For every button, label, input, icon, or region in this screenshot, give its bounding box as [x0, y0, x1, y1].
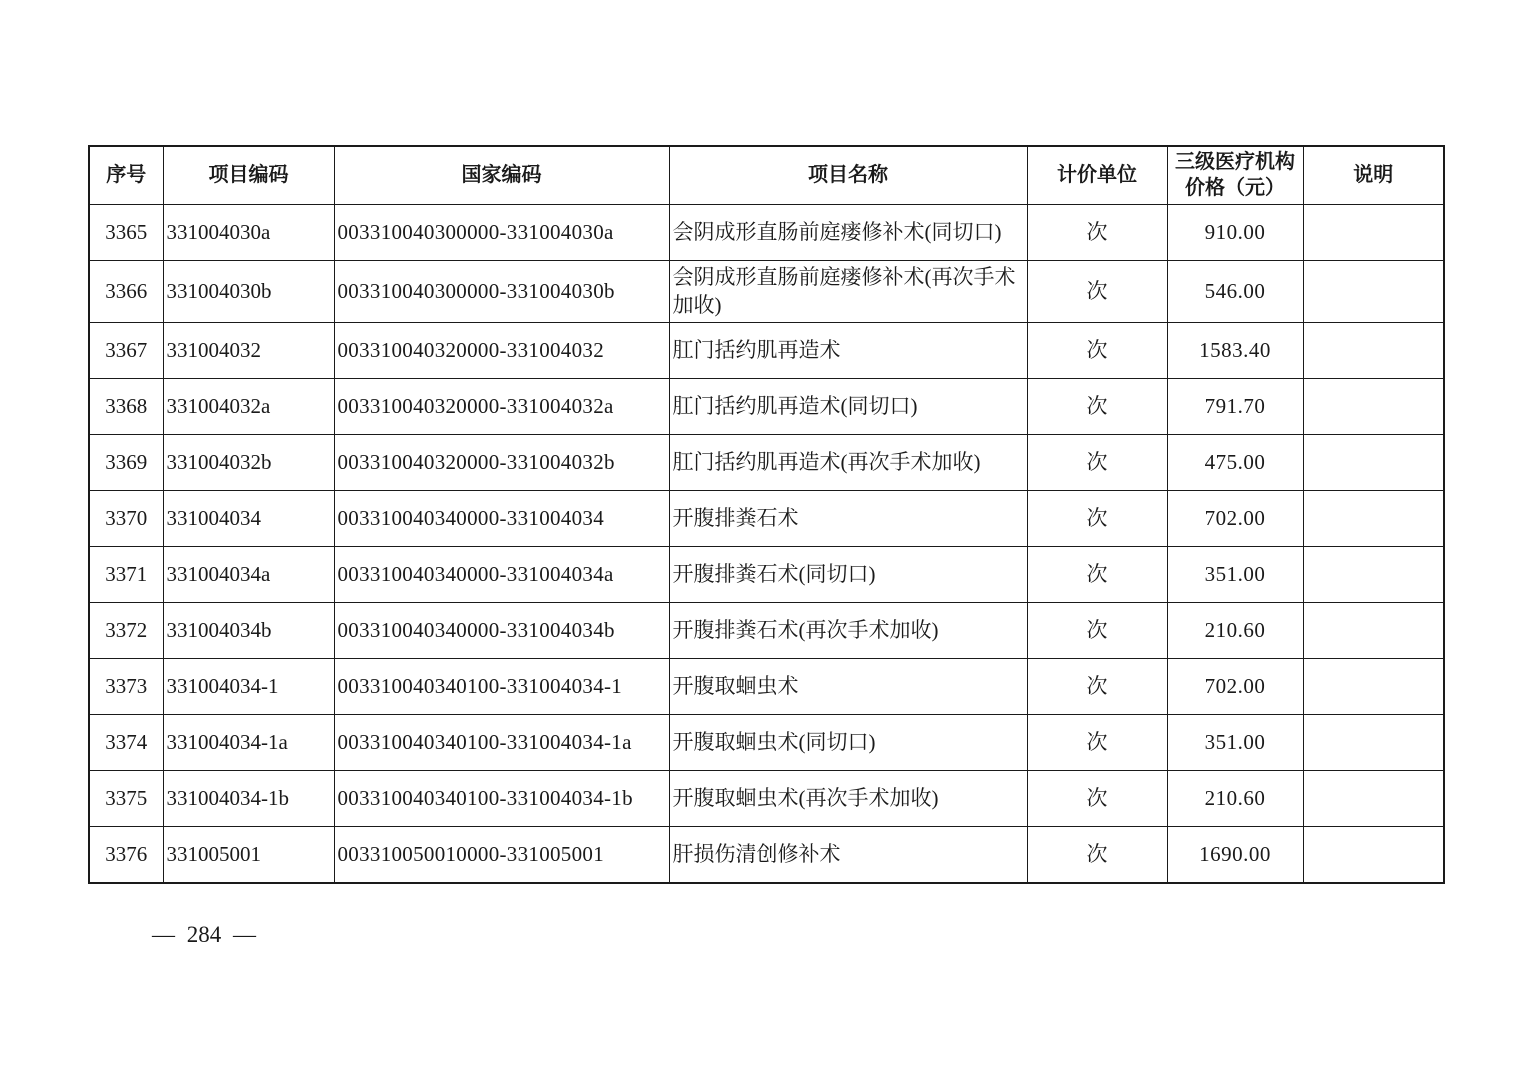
cell-tier3-price: 702.00	[1167, 491, 1303, 547]
cell-pricing-unit: 次	[1027, 491, 1167, 547]
cell-tier3-price: 210.60	[1167, 771, 1303, 827]
cell-serial: 3367	[89, 323, 163, 379]
cell-serial: 3371	[89, 547, 163, 603]
column-header-project-code: 项目编码	[163, 146, 334, 204]
cell-serial: 3374	[89, 715, 163, 771]
cell-project-code: 331004030a	[163, 204, 334, 260]
column-header-item-name: 项目名称	[669, 146, 1027, 204]
table-row	[89, 260, 1444, 323]
cell-project-code: 331004034	[163, 491, 334, 547]
cell-national-code: 003310040300000-331004030a	[334, 204, 669, 260]
cell-item-name: 开腹取蛔虫术(再次手术加收)	[669, 771, 1027, 827]
cell-tier3-price: 1583.40	[1167, 323, 1303, 379]
cell-serial: 3365	[89, 204, 163, 260]
table-row	[89, 827, 1444, 883]
cell-national-code: 003310040340100-331004034-1b	[334, 771, 669, 827]
cell-note	[1303, 659, 1444, 715]
cell-item-name: 肝损伤清创修补术	[669, 827, 1027, 883]
table-row	[89, 323, 1444, 379]
cell-tier3-price: 546.00	[1167, 260, 1303, 323]
cell-serial: 3376	[89, 827, 163, 883]
cell-project-code: 331005001	[163, 827, 334, 883]
cell-note	[1303, 771, 1444, 827]
cell-project-code: 331004032b	[163, 435, 334, 491]
table-body	[89, 204, 1444, 883]
table-row	[89, 491, 1444, 547]
cell-pricing-unit: 次	[1027, 323, 1167, 379]
cell-pricing-unit: 次	[1027, 547, 1167, 603]
cell-item-name: 开腹排粪石术(同切口)	[669, 547, 1027, 603]
column-header-tier3-price: 三级医疗机构价格（元）	[1167, 146, 1303, 204]
cell-project-code: 331004032	[163, 323, 334, 379]
cell-serial: 3373	[89, 659, 163, 715]
cell-tier3-price: 351.00	[1167, 547, 1303, 603]
cell-serial: 3369	[89, 435, 163, 491]
cell-national-code: 003310040300000-331004030b	[334, 260, 669, 323]
table-header-row	[89, 146, 1444, 204]
table-row	[89, 547, 1444, 603]
cell-pricing-unit: 次	[1027, 435, 1167, 491]
cell-project-code: 331004034-1a	[163, 715, 334, 771]
cell-note	[1303, 435, 1444, 491]
cell-note	[1303, 603, 1444, 659]
cell-note	[1303, 547, 1444, 603]
table-row	[89, 715, 1444, 771]
cell-note	[1303, 323, 1444, 379]
cell-national-code: 003310040340000-331004034a	[334, 547, 669, 603]
cell-note	[1303, 491, 1444, 547]
cell-serial: 3370	[89, 491, 163, 547]
cell-project-code: 331004034-1b	[163, 771, 334, 827]
cell-pricing-unit: 次	[1027, 827, 1167, 883]
cell-national-code: 003310040340100-331004034-1	[334, 659, 669, 715]
cell-project-code: 331004034-1	[163, 659, 334, 715]
cell-item-name: 肛门括约肌再造术	[669, 323, 1027, 379]
cell-project-code: 331004034a	[163, 547, 334, 603]
cell-item-name: 开腹排粪石术(再次手术加收)	[669, 603, 1027, 659]
cell-tier3-price: 791.70	[1167, 379, 1303, 435]
table-row	[89, 435, 1444, 491]
cell-national-code: 003310050010000-331005001	[334, 827, 669, 883]
cell-project-code: 331004034b	[163, 603, 334, 659]
cell-item-name: 会阴成形直肠前庭瘘修补术(同切口)	[669, 204, 1027, 260]
fee-schedule-table	[88, 145, 1445, 884]
cell-national-code: 003310040340000-331004034b	[334, 603, 669, 659]
cell-item-name: 开腹排粪石术	[669, 491, 1027, 547]
cell-serial: 3372	[89, 603, 163, 659]
cell-pricing-unit: 次	[1027, 603, 1167, 659]
cell-item-name: 肛门括约肌再造术(同切口)	[669, 379, 1027, 435]
cell-note	[1303, 260, 1444, 323]
cell-pricing-unit: 次	[1027, 659, 1167, 715]
cell-national-code: 003310040320000-331004032b	[334, 435, 669, 491]
cell-tier3-price: 910.00	[1167, 204, 1303, 260]
cell-pricing-unit: 次	[1027, 771, 1167, 827]
cell-project-code: 331004030b	[163, 260, 334, 323]
cell-project-code: 331004032a	[163, 379, 334, 435]
table-header	[89, 146, 1444, 204]
cell-national-code: 003310040320000-331004032	[334, 323, 669, 379]
table-row	[89, 204, 1444, 260]
cell-tier3-price: 702.00	[1167, 659, 1303, 715]
column-header-serial: 序号	[89, 146, 163, 204]
cell-tier3-price: 351.00	[1167, 715, 1303, 771]
table-row	[89, 659, 1444, 715]
cell-item-name: 开腹取蛔虫术	[669, 659, 1027, 715]
cell-national-code: 003310040340000-331004034	[334, 491, 669, 547]
table-row	[89, 603, 1444, 659]
cell-national-code: 003310040320000-331004032a	[334, 379, 669, 435]
cell-note	[1303, 715, 1444, 771]
column-header-note: 说明	[1303, 146, 1444, 204]
table-row	[89, 379, 1444, 435]
table-row	[89, 771, 1444, 827]
cell-tier3-price: 210.60	[1167, 603, 1303, 659]
cell-pricing-unit: 次	[1027, 379, 1167, 435]
cell-pricing-unit: 次	[1027, 715, 1167, 771]
cell-note	[1303, 827, 1444, 883]
cell-serial: 3366	[89, 260, 163, 323]
cell-tier3-price: 475.00	[1167, 435, 1303, 491]
page-number: — 284 —	[152, 922, 256, 947]
cell-pricing-unit: 次	[1027, 260, 1167, 323]
column-header-national-code: 国家编码	[334, 146, 669, 204]
cell-serial: 3368	[89, 379, 163, 435]
cell-note	[1303, 379, 1444, 435]
cell-pricing-unit: 次	[1027, 204, 1167, 260]
cell-note	[1303, 204, 1444, 260]
cell-tier3-price: 1690.00	[1167, 827, 1303, 883]
cell-item-name: 会阴成形直肠前庭瘘修补术(再次手术加收)	[669, 260, 1027, 323]
cell-item-name: 开腹取蛔虫术(同切口)	[669, 715, 1027, 771]
cell-national-code: 003310040340100-331004034-1a	[334, 715, 669, 771]
cell-item-name: 肛门括约肌再造术(再次手术加收)	[669, 435, 1027, 491]
column-header-pricing-unit: 计价单位	[1027, 146, 1167, 204]
cell-serial: 3375	[89, 771, 163, 827]
